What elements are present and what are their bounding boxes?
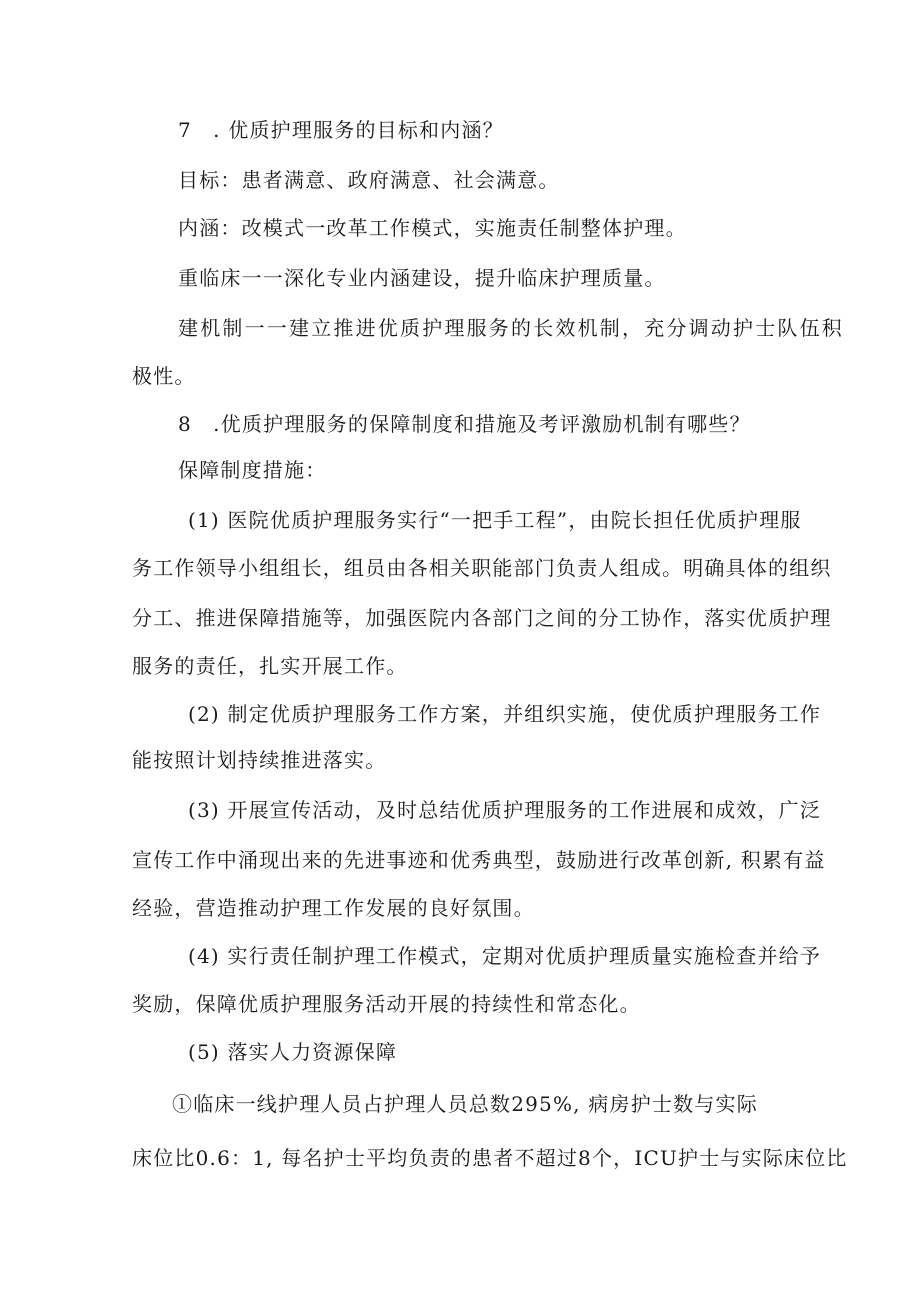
item1-line-1: (1) 医院优质护理服务实行“一把手工程”，由院长担任优质护理服: [188, 508, 802, 532]
q7-mechanism-line-1: 建机制一一建立推进优质护理服务的长效机制，充分调动护士队伍积: [178, 316, 844, 340]
item2-line-2: 能按照计划持续推进落实。: [132, 748, 387, 772]
q7-meaning: 内涵：改模式一改革工作模式，实施责任制整体护理。: [178, 216, 687, 240]
q8-heading: 8 .优质护理服务的保障制度和措施及考评激励机制有哪些？: [178, 412, 751, 436]
q7-clinical: 重临床一一深化专业内涵建设，提升临床护理质量。: [178, 266, 666, 290]
item1-line-2: 务工作领导小组组长，组员由各相关职能部门负责人组成。明确具体的组织: [132, 556, 832, 580]
q8-subheading: 保障制度措施：: [178, 458, 327, 482]
item1-line-3: 分工、推进保障措施等，加强医院内各部门之间的分工协作，落实优质护理: [132, 606, 832, 630]
item4-line-1: (4) 实行责任制护理工作模式，定期对优质护理质量实施检查并给予: [188, 944, 822, 968]
item1-line-4: 服务的责任，扎实开展工作。: [132, 654, 408, 678]
item5-heading: (5) 落实人力资源保障: [188, 1040, 398, 1064]
item2-line-1: (2) 制定优质护理服务工作方案，并组织实施，使优质护理服务工作: [188, 702, 822, 726]
item3-line-3: 经验，营造推动护理工作发展的良好氛围。: [132, 896, 535, 920]
item3-line-2: 宣传工作中涌现出来的先进事迹和优秀典型，鼓励进行改革创新, 积累有益: [132, 848, 826, 872]
q7-heading: 7 . 优质护理服务的目标和内涵？: [178, 118, 504, 142]
subitem1-line-2: 床位比0.6：1, 每名护士平均负责的患者不超过8个，ICU护士与实际床位比: [132, 1146, 848, 1170]
item3-line-1: (3) 开展宣传活动，及时总结优质护理服务的工作进展和成效，广泛: [188, 798, 822, 822]
q7-goal: 目标：患者满意、政府满意、社会满意。: [178, 168, 560, 192]
q7-mechanism-line-2: 极性。: [132, 364, 196, 388]
item4-line-2: 奖励，保障优质护理服务活动开展的持续性和常态化。: [132, 992, 641, 1016]
subitem1-line-1: ①临床一线护理人员占护理人员总数295%, 病房护士数与实际: [172, 1092, 758, 1116]
